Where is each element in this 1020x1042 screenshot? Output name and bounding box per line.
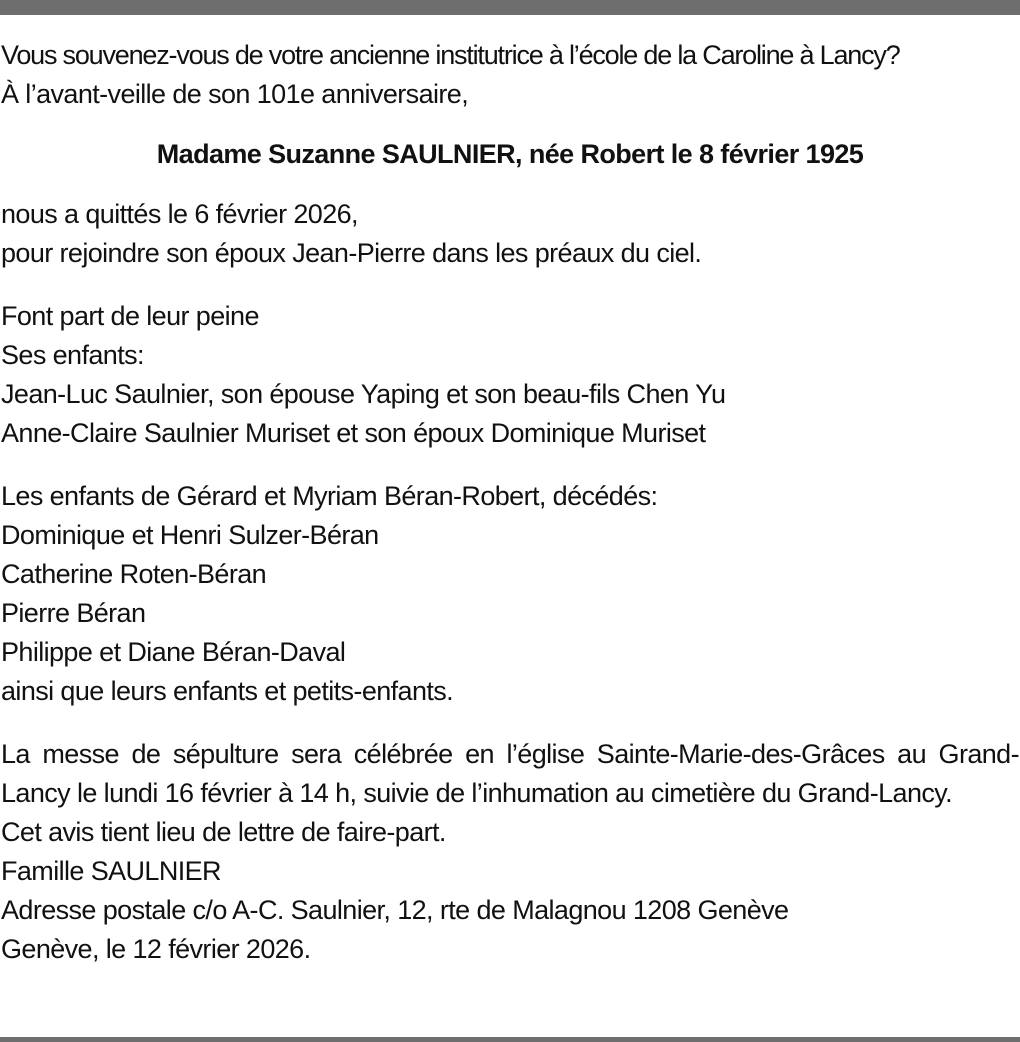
family-line: Anne-Claire Saulnier Muriset et son époux Dominique Muriset [1, 418, 706, 448]
deceased-name-title: Madame Suzanne SAULNIER, née Robert le 8 février 1925 [156, 139, 864, 169]
top-rule [0, 0, 1020, 15]
ceremony-section [1, 735, 1019, 969]
family-line: Font part de leur peine [1, 301, 259, 331]
closing-line: Cet avis tient lieu de lettre de faire-part. [1, 817, 446, 847]
relatives-line: ainsi que leurs enfants et petits-enfants. [1, 676, 454, 706]
intro-line: À l’avant-veille de son 101e anniversaire, [1, 79, 469, 109]
announcement-line: nous a quittés le 6 février 2026, [1, 199, 358, 229]
obituary-notice [1, 36, 1019, 969]
bottom-rule [0, 1037, 1020, 1042]
closing-line: Genève, le 12 février 2026. [1, 934, 311, 964]
announcement-line: pour rejoindre son époux Jean-Pierre dans les préaux du ciel. [1, 238, 702, 268]
closing-line: Adresse postale c/o A-C. Saulnier, 12, rte de Malagnou 1208 Genève [1, 895, 789, 925]
relatives-line: Philippe et Diane Béran-Daval [1, 637, 346, 667]
relatives-line: Dominique et Henri Sulzer-Béran [1, 520, 379, 550]
relatives-line: Catherine Roten-Béran [1, 559, 267, 589]
family-section [1, 297, 1019, 453]
closing-line: Famille SAULNIER [1, 856, 221, 886]
family-line: Ses enfants: [1, 340, 144, 370]
intro-section [1, 36, 1019, 114]
announcement-section [1, 195, 1019, 273]
ceremony-paragraph: La messe de sépulture sera célébrée en l’église Sainte-Marie-des-Grâces au Grand-Lancy le lundi 16 février à 14 h, suivie de l’inhumation au cimetière du Grand-Lancy. [1, 739, 1019, 808]
family-line: Jean-Luc Saulnier, son épouse Yaping et son beau-fils Chen Yu [1, 379, 726, 409]
relatives-line: Pierre Béran [1, 598, 146, 628]
relatives-line: Les enfants de Gérard et Myriam Béran-Robert, décédés: [1, 481, 658, 511]
intro-line: Vous souvenez-vous de votre ancienne institutrice à l’école de la Caroline à Lancy? [1, 40, 900, 70]
relatives-section [1, 477, 1019, 711]
